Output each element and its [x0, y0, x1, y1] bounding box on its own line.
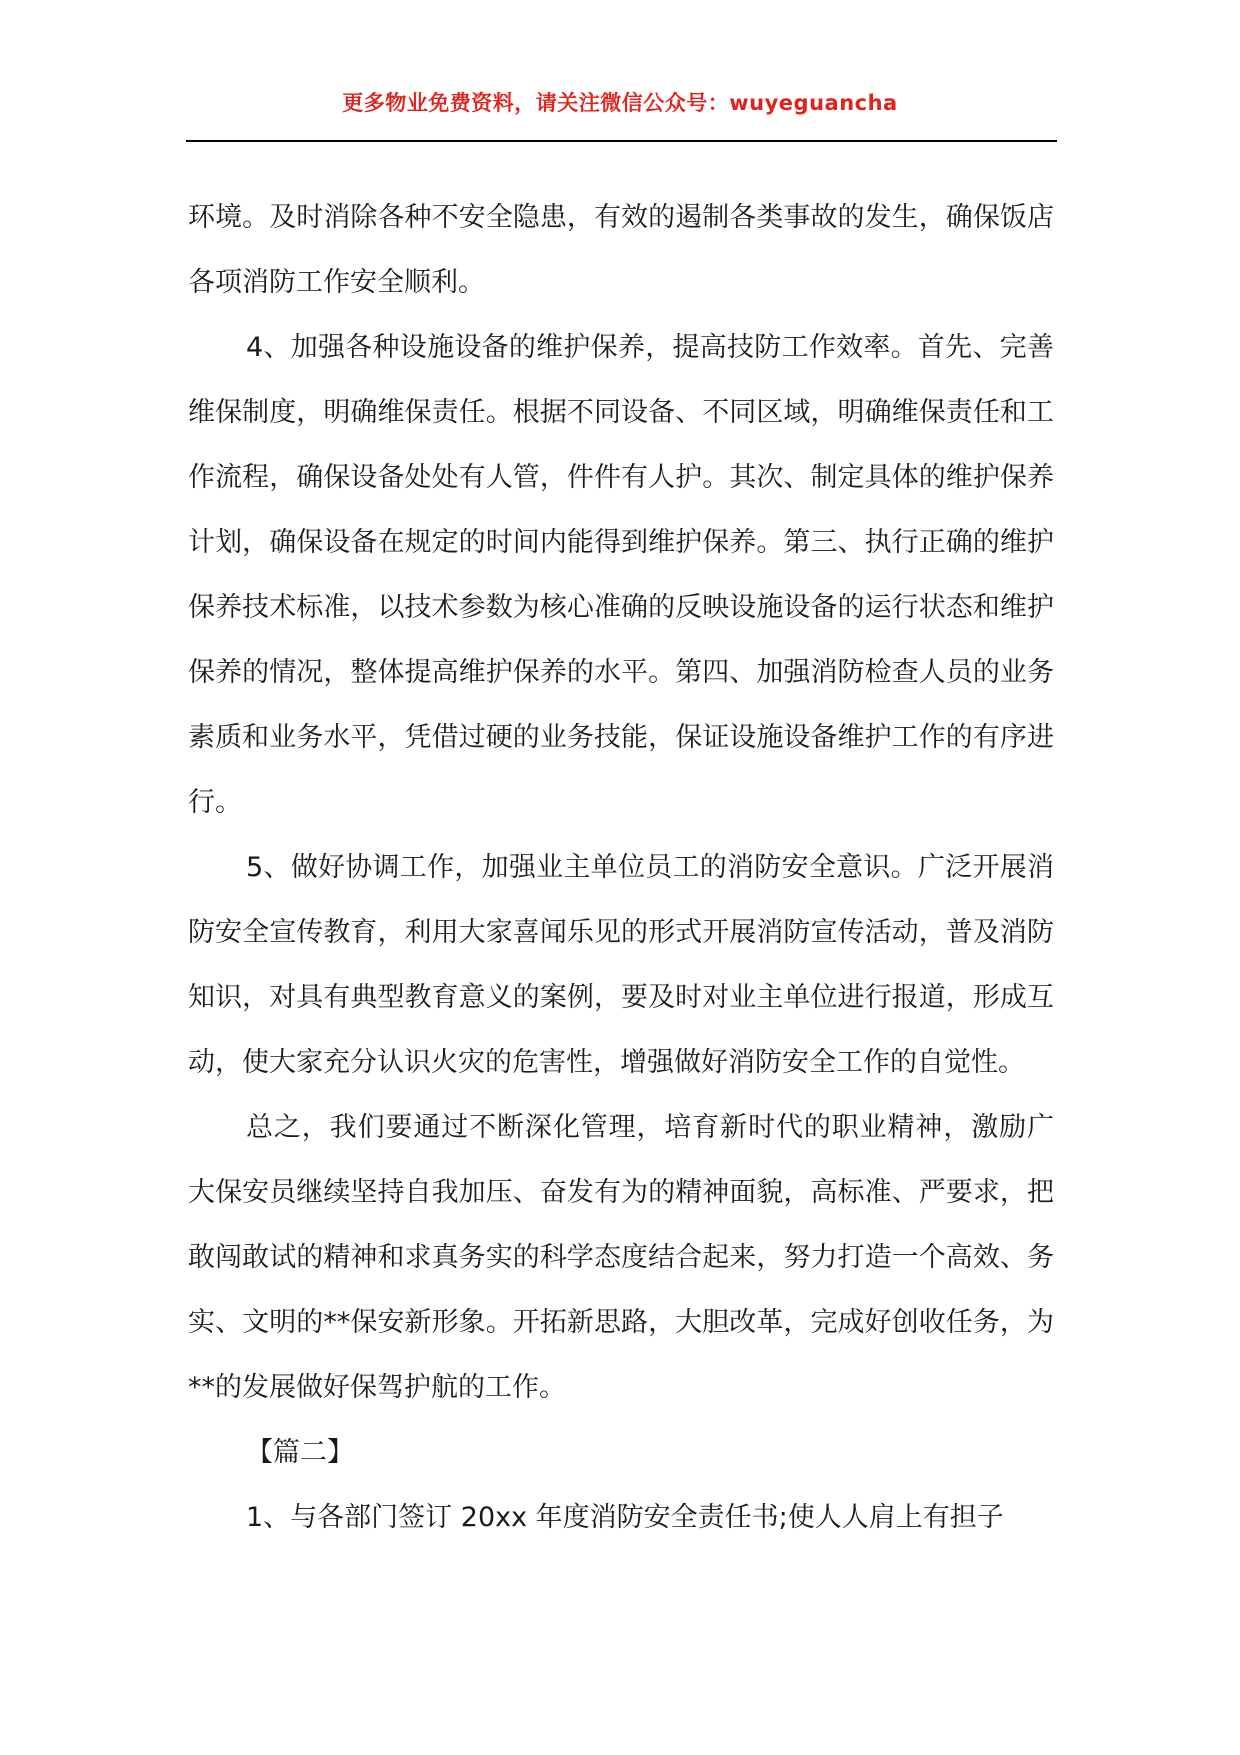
header-divider: [186, 140, 1057, 142]
paragraph: 5、做好协调工作，加强业主单位员工的消防安全意识。广泛开展消防安全宣传教育，利用大家喜闻乐见的形式开展消防宣传活动，普及消防知识，对具有典型教育意义的案例，要及时对业主单位进行报道，形成互动，使大家充分认识火灾的危害性，增强做好消防安全工作的自觉性。: [188, 852, 1054, 1078]
paragraph: 环境。及时消除各种不安全隐患，有效的遏制各类事故的发生，确保饭店各项消防工作安全顺利。: [188, 202, 1054, 298]
paragraph: 1、与各部门签订 20xx 年度消防安全责任书;使人人肩上有担子: [246, 1502, 1004, 1533]
paragraph: 4、加强各种设施设备的维护保养，提高技防工作效率。首先、完善维保制度，明确维保责任。根据不同设备、不同区域，明确维保责任和工作流程，确保设备处处有人管，件件有人护。其次、制定具体的维护保养计划，确保设备在规定的时间内能得到维护保养。第三、执行正确的维护保养技术标准，以技术参数为核心准确的反映设施设备的运行状态和维护保养的情况，整体提高维护保养的水平。第四、加强消防检查人员的业务素质和业务水平，凭借过硬的业务技能，保证设施设备维护工作的有序进行。: [188, 332, 1054, 818]
section-heading: 【篇二】: [246, 1437, 354, 1468]
document-body: [188, 185, 1054, 1550]
header-promo-note: 更多物业免费资料，请关注微信公众号：wuyeguancha: [342, 91, 898, 115]
paragraph: 总之，我们要通过不断深化管理，培育新时代的职业精神，激励广大保安员继续坚持自我加压、奋发有为的精神面貌，高标准、严要求，把敢闯敢试的精神和求真务实的科学态度结合起来，努力打造一个高效、务实、文明的**保安新形象。开拓新思路，大胆改革，完成好创收任务，为**的发展做好保驾护航的工作。: [188, 1112, 1054, 1403]
